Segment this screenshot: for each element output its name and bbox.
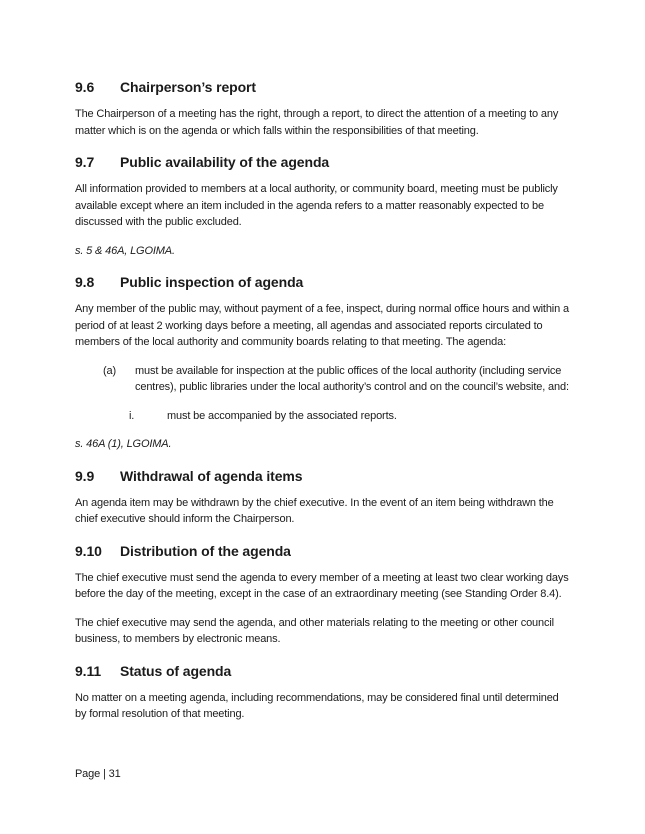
body-paragraph: An agenda item may be withdrawn by the chief executive. In the event of an item being withdrawn the chief executive should inform the Chairperson. bbox=[75, 496, 554, 525]
section-number: 9.6 bbox=[75, 79, 95, 95]
page-number: Page | 31 bbox=[75, 768, 121, 780]
statute-citation: s. 46A (1), LGOIMA. bbox=[75, 438, 172, 450]
body-paragraph: No matter on a meeting agenda, including recommendations, may be considered final until determined by formal resolution of that meeting. bbox=[75, 691, 559, 720]
section-heading-9-6 bbox=[75, 78, 572, 96]
list-item-a bbox=[75, 363, 572, 396]
section-number: 9.9 bbox=[75, 467, 95, 484]
list-item-label: i. bbox=[129, 409, 135, 422]
section-title: Public inspection of agenda bbox=[120, 274, 304, 290]
body-paragraph: The Chairperson of a meeting has the right, through a report, to direct the attention of a meeting to any matter which is on the agenda or which falls within the responsibilities of that meeting. bbox=[75, 108, 559, 137]
section-title: Distribution of the agenda bbox=[120, 542, 291, 559]
list-item-text: must be accompanied by the associated reports. bbox=[167, 409, 397, 422]
statute-citation: s. 5 & 46A, LGOIMA. bbox=[75, 244, 175, 257]
body-paragraph: All information provided to members at a local authority, or community board, meeting must be publicly available except where an item included in the agenda refers to a matter reasonably expected to be discussed with the public excluded. bbox=[75, 183, 558, 228]
section-number: 9.10 bbox=[75, 542, 102, 559]
section-number: 9.7 bbox=[75, 154, 95, 170]
body-paragraph: Any member of the public may, without payment of a fee, inspect, during normal office hours and within a period of at least 2 working days before a meeting, all agendas and associated reports circulated to members of the local authority and community boards relating to that meeting. The agenda: bbox=[75, 303, 569, 348]
section-heading-9-9 bbox=[75, 467, 572, 485]
section-title: Public availability of the agenda bbox=[120, 154, 330, 170]
section-number: 9.8 bbox=[75, 274, 95, 290]
section-heading-9-10 bbox=[75, 542, 572, 560]
body-paragraph: The chief executive must send the agenda to every member of a meeting at least two clear working days before the day of the meeting, except in the case of an extraordinary meeting (see Standing Order 8.4). bbox=[75, 571, 569, 600]
section-title: Chairperson’s report bbox=[120, 79, 256, 95]
section-title: Status of agenda bbox=[120, 662, 232, 679]
section-title: Withdrawal of agenda items bbox=[120, 467, 303, 484]
section-heading-9-11 bbox=[75, 662, 572, 680]
section-heading-9-7 bbox=[75, 153, 572, 171]
section-number: 9.11 bbox=[75, 662, 102, 679]
body-paragraph: The chief executive may send the agenda, and other materials relating to the meeting or other council business, to members by electronic means. bbox=[75, 616, 554, 645]
list-item-label: (a) bbox=[103, 364, 116, 377]
list-item-i bbox=[75, 408, 572, 425]
list-item-text: must be available for inspection at the public offices of the local authority (including service centres), public libraries under the local authority’s control and on the council’s website, and: bbox=[135, 364, 569, 393]
document-body bbox=[75, 64, 572, 735]
section-heading-9-8 bbox=[75, 273, 572, 291]
